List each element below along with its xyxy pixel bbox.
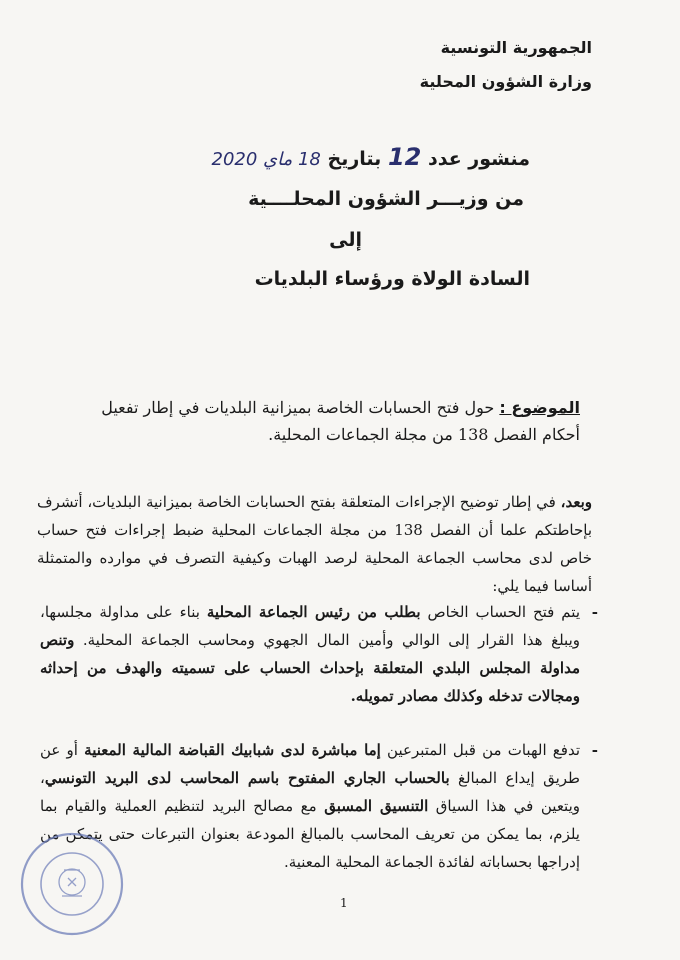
circular-date-label: بتاريخ [327,148,382,170]
bullet-item-1 [40,598,598,710]
svg-text:الجمهورية التونسية وزارة الشؤو [18,830,23,833]
bullet1-bold-b: وتنص مداولة المجلس البلدي المتعلقة بإحداث الحساب على تسميته والهدف من إحداثه ومجالات تدخله وكذلك مصادر تمويله. [40,631,580,705]
republic-header: الجمهورية التونسية [440,38,592,57]
bullet1-bold-a: بطلب من رئيس الجماعة المحلية [206,603,421,621]
page-number: 1 [340,896,348,910]
bullet2-bold-a: إما مباشرة لدى شبابيك القباضة المالية المعنية [84,741,381,759]
to-word: إلى [329,229,362,251]
bullet2-text-d: مع مصالح البريد لتنظيم العملية والقيام بما يلزم، بما يمكن من تعريف المحاسب بالمبالغ المودعة بعنوان التبرعات حتى يتمكن من إدراجها بحساباته لفائدة الجماعة المحلية المعنية. [40,797,580,871]
bullet2-bold-c: التنسيق المسبق [324,797,429,815]
intro-lead: وبعد، [560,493,592,511]
stamp-ring-text [18,830,23,833]
subject-block [80,394,580,448]
bullet2-text-a: تدفع الهبات من قبل المتبرعين [380,741,580,759]
bullet2-text-b: أو عن طريق إيداع المبالغ [40,741,580,787]
subject-line-1: حول فتح الحسابات الخاصة بميزانية البلديات في إطار تفعيل [101,398,495,417]
bullet2-bold-b: بالحساب الجاري المفتوح باسم المحاسب لدى البريد التونسي [44,769,450,787]
bullet1-text-b: بناء على مداولة مجلسها، ويبلغ هذا القرار إلى الوالي وأمين المال الجهوي ومحاسب الجماعة المحلية. [40,603,580,649]
intro-paragraph [37,488,592,600]
bullet-dash: - [591,741,598,759]
bullet1-text-a: يتم فتح الحساب الخاص [420,603,580,621]
subject-label: الموضوع : [499,398,580,417]
ministry-header: وزارة الشؤون المحلية [419,72,592,91]
subject-line-2: أحكام الفصل 138 من مجلة الجماعات المحلية. [268,425,580,444]
ministry-stamp [18,830,126,938]
bullet-dash: - [591,603,598,621]
circular-line [212,143,531,171]
circular-date: 18 ماي 2020 [211,149,321,170]
circular-number: 12 [387,143,422,171]
circular-number-label: منشور عدد [427,148,530,170]
intro-text: في إطار توضيح الإجراءات المتعلقة بفتح الحسابات الخاصة بميزانية البلديات، أتشرف بإحاطتكم علما أن الفصل 138 من مجلة الجماعات المحلية ضبط إجراءات فتح حساب خاص لدى محاسب الجماعة المحلية لرصد الهبات وكيفية التصرف في موارده والمتمثلة أساسا فيما يلي: [37,493,592,595]
from-line: من وزيـــر الشؤون المحلــــية [248,188,524,210]
recipients-line: السادة الولاة ورؤساء البلديات [254,268,530,290]
bullet2-text-c: ، ويتعين في هذا السياق [40,769,580,815]
